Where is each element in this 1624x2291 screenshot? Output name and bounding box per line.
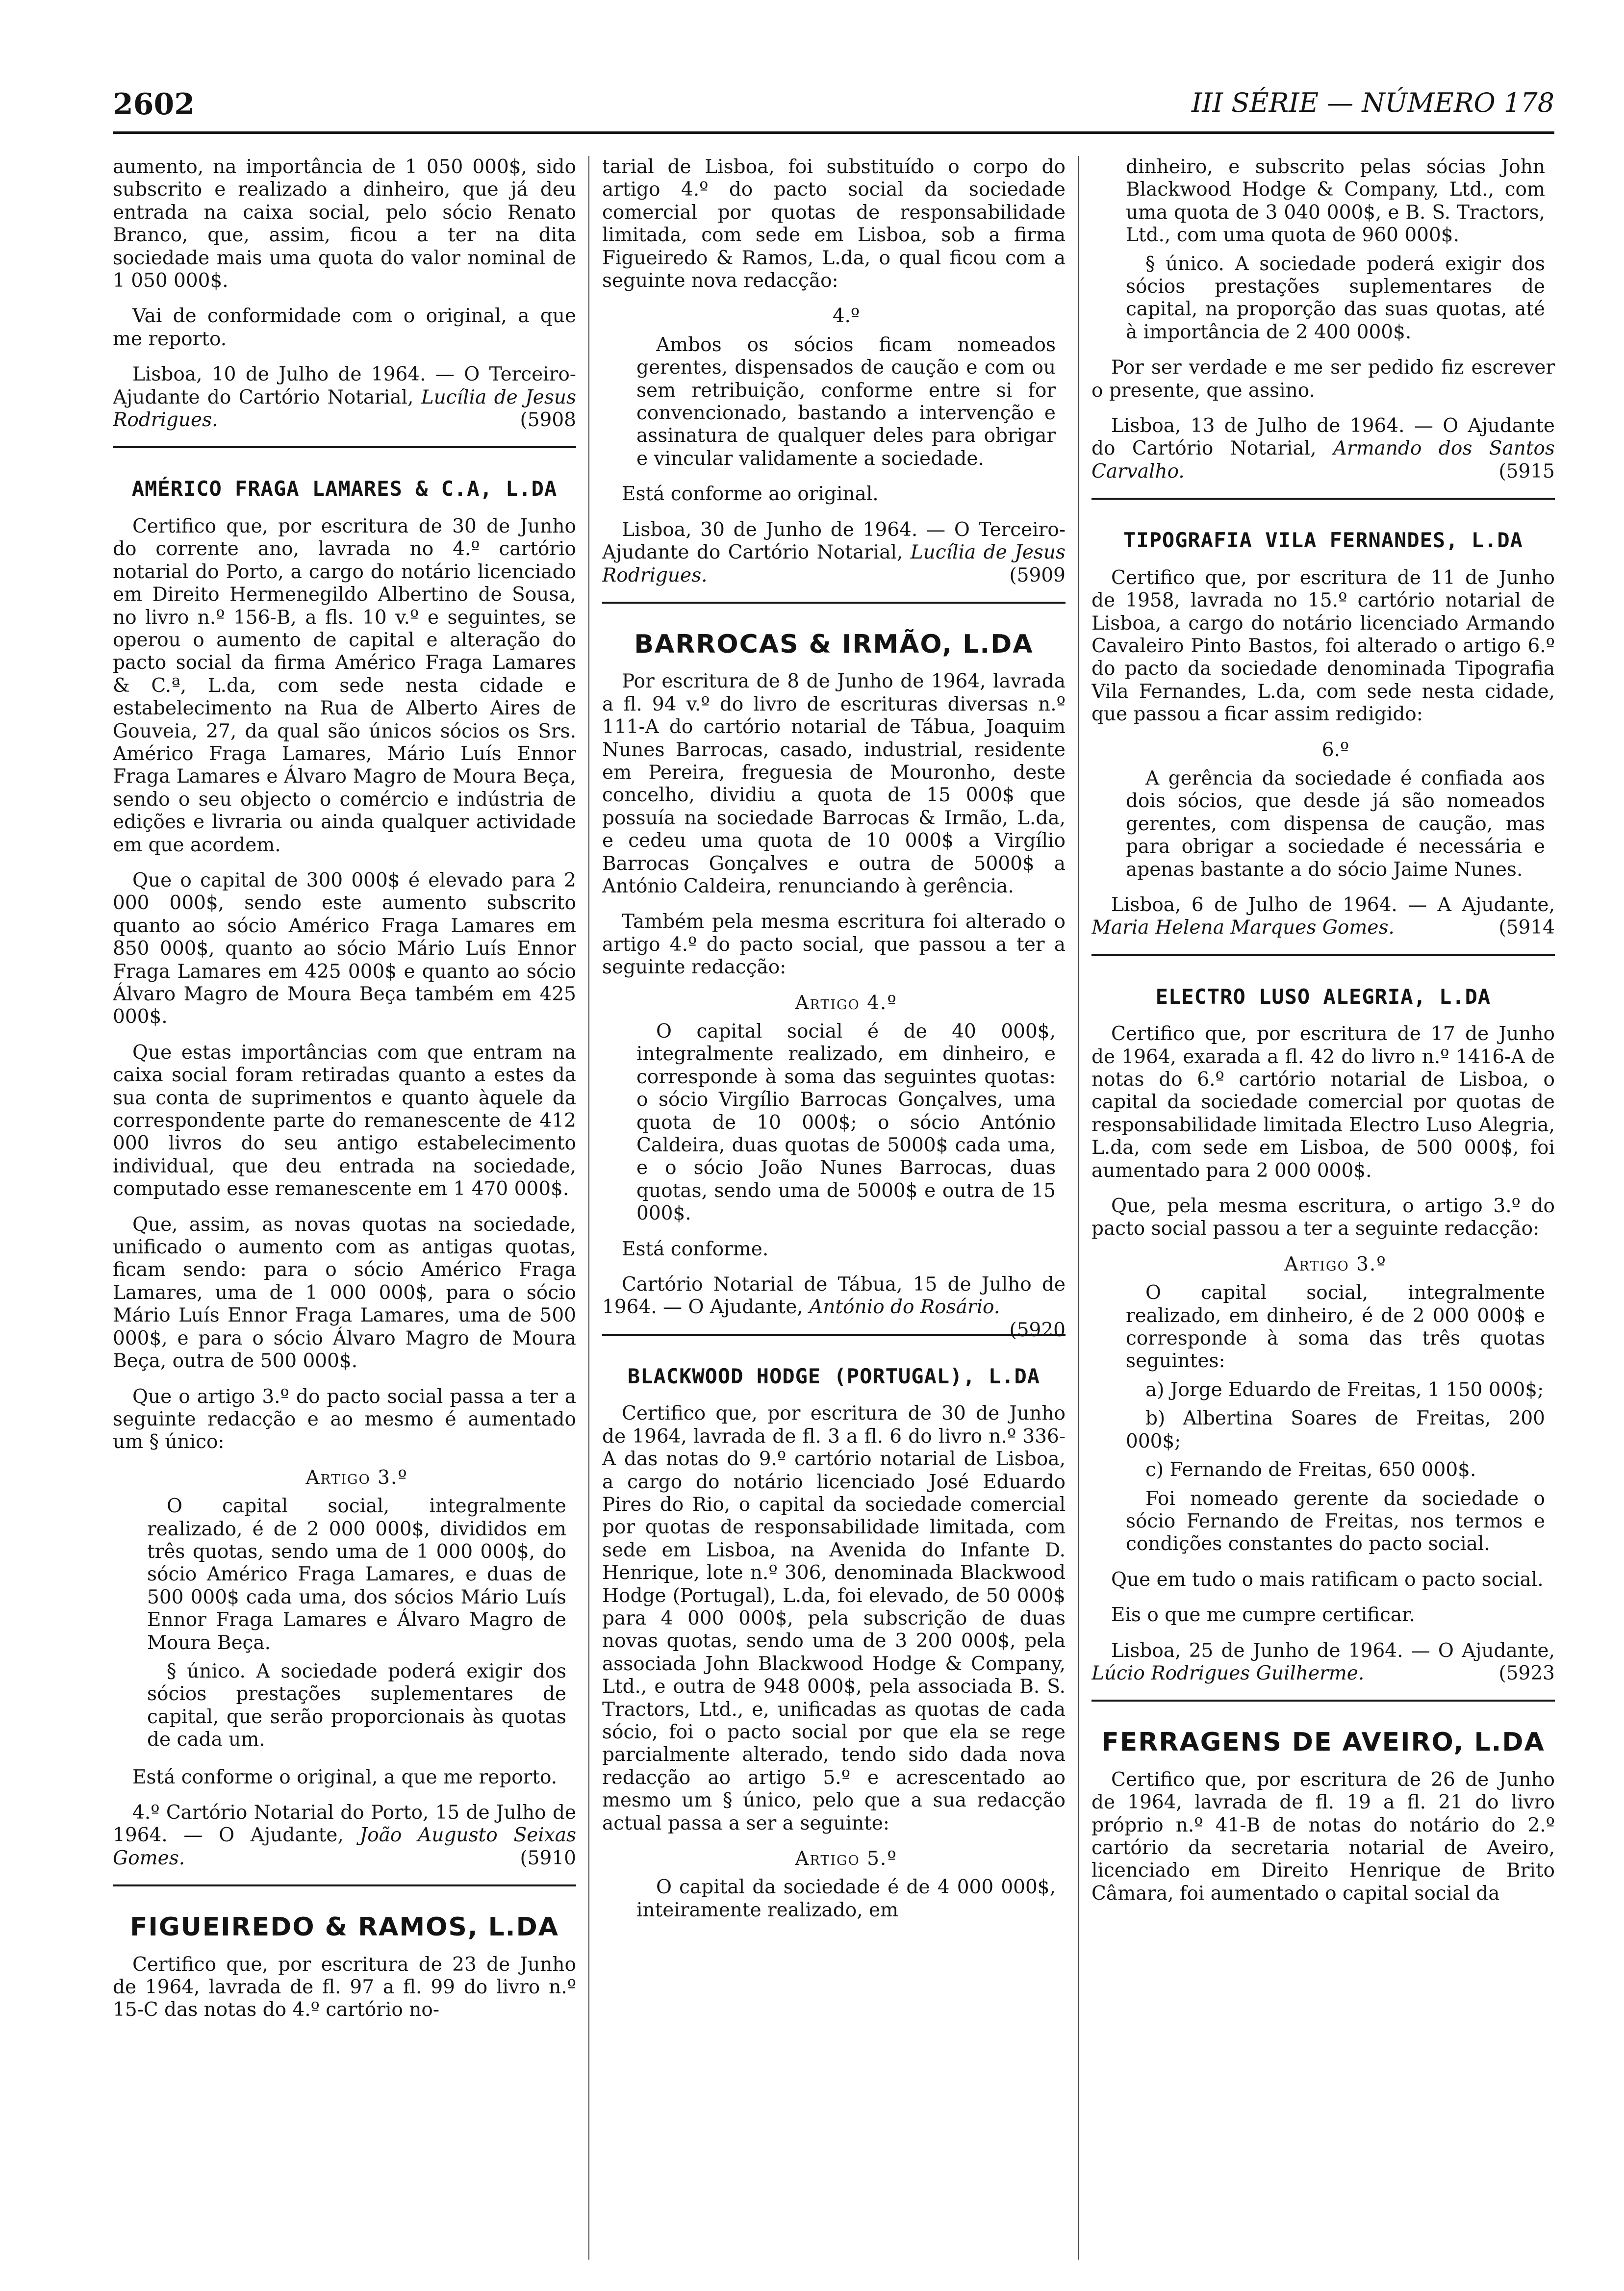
section-divider: [602, 602, 1066, 604]
article-block: [1126, 739, 1545, 881]
reference-number: (5908: [520, 409, 576, 432]
article-block: [1126, 1253, 1545, 1556]
reference-number: (5909: [1009, 564, 1066, 586]
signatory-name: António do Rosário.: [809, 1296, 1000, 1319]
reference-number: (5915: [1498, 460, 1555, 483]
article-paragraph: A gerência da sociedade é confiada aos dois sócios, que desde já são nomeados gerentes, com dispensa de caução, mas para obrigar a sociedade é necessária e apenas bastante a do sócio Jaime Nunes.: [1126, 767, 1545, 881]
signature-text: Lisboa, 6 de Julho de 1964. — A Ajudante,: [1111, 893, 1555, 916]
paragraph: Certifico que, por escritura de 11 de Junho de 1958, lavrada no 15.º cartório notarial de Lisboa, a cargo do notário licenciado Armando Cavaleiro Pinto Bastos, foi alterado o artigo 6.º do pacto da sociedade denominada Tipografia Vila Fernandes, L.da, com sede nesta cidade, que passou a ficar assim redigido:: [1091, 566, 1555, 726]
article-paragraph: § único. A sociedade poderá exigir dos sócios prestações suplementares de capital, na proporção das suas quotas, até à importância de 2 400 000$.: [1126, 253, 1545, 343]
paragraph: Certifico que, por escritura de 23 de Junho de 1964, lavrada de fl. 97 a fl. 99 do livro n.º 15-C das notas do 4.º cartório no-: [113, 1953, 576, 2021]
paragraph: aumento, na importância de 1 050 000$, sido subscrito e realizado a dinheiro, que já deu entrada na caixa social, pelo sócio Renato Branco, que, assim, ficou a ter na dita sociedade mais uma quota do valor nominal de 1 050 000$.: [113, 156, 576, 292]
article-block: [636, 992, 1056, 1225]
article-block: [147, 1467, 566, 1752]
reference-number: (5914: [1498, 916, 1555, 939]
signatory-name: Armando dos Santos Carvalho.: [1091, 437, 1555, 483]
article-paragraph: Ambos os sócios ficam nomeados gerentes, dispensados de caução e com ou sem retribuição, conforme entre si for convencionado, bastando a intervenção e assinatura de qualquer deles para obrigar e vincular validamente a sociedade.: [636, 333, 1056, 470]
paragraph: tarial de Lisboa, foi substituído o corpo do artigo 4.º do pacto social da sociedade comercial por quotas de responsabilidade limitada, com sede em Lisboa, sob a firma Figueiredo & Ramos, L.da, o qual ficou com a seguinte nova redacção:: [602, 156, 1066, 292]
signature-text: Lisboa, 13 de Julho de 1964. — O Ajudante do Cartório Notarial,: [1091, 415, 1555, 460]
signature-line: [602, 519, 1066, 587]
article-heading: Artigo 4.º: [795, 992, 897, 1014]
notice-title: BLACKWOOD HODGE (PORTUGAL), L.DA: [627, 1364, 1040, 1388]
reference-number: (5920: [1009, 1319, 1066, 1341]
notice-title: ELECTRO LUSO ALEGRIA, L.DA: [1155, 984, 1491, 1009]
signature-line: [1091, 415, 1555, 483]
paragraph: Está conforme ao original.: [622, 483, 879, 506]
paragraph: Está conforme.: [622, 1238, 769, 1260]
notice-title: FIGUEIREDO & RAMOS, L.DA: [130, 1912, 559, 1942]
section-divider: [1091, 498, 1555, 500]
signature-text: Cartório Notarial de Tábua, 15 de Julho de 1964. — O Ajudante,: [602, 1273, 1066, 1319]
article-paragraph: O capital social é de 40 000$, integralmente realizado, em dinheiro, e corresponde à soma das seguintes quotas: o sócio Virgílio Barrocas Gonçalves, uma quota de 10 000$; o sócio António Caldeira, duas quotas de 5000$ cada uma, e o sócio João Nunes Barrocas, duas quotas, sendo uma de 5000$ e outra de 15 000$.: [636, 1020, 1056, 1225]
paragraph: Que em tudo o mais ratificam o pacto social.: [1111, 1568, 1544, 1591]
signature-text: Lisboa, 10 de Julho de 1964. — O Terceiro-Ajudante do Cartório Notarial,: [113, 363, 576, 408]
article-heading: 4.º: [832, 305, 860, 328]
article-paragraph: § único. A sociedade poderá exigir dos sócios prestações suplementares de capital, que serão proporcionais às quotas de cada um.: [147, 1660, 566, 1751]
column-divider: [588, 156, 589, 2260]
paragraph: Está conforme o original, a que me reporto.: [132, 1766, 558, 1788]
article-list-item: c) Fernando de Freitas, 650 000$.: [1145, 1459, 1476, 1481]
paragraph: Que, assim, as novas quotas na sociedade, unificado o aumento com as antigas quotas, ficam sendo: para o sócio Américo Fraga Lamares, uma de 1 000 000$, para o sócio Mário Luís Ennor Fraga Lamares, uma de 500 000$, e para o sócio Álvaro Magro de Moura Beça, outra de 500 000$.: [113, 1213, 576, 1373]
column-3: [1091, 156, 1555, 2265]
article-heading: 6.º: [1321, 738, 1349, 761]
article-block: [1126, 156, 1545, 344]
paragraph: Por ser verdade e me ser pedido fiz escrever o presente, que assino.: [1091, 356, 1555, 402]
article-paragraph: O capital social, integralmente realizado, em dinheiro, é de 2 000 000$ e corresponde à soma das três quotas seguintes:: [1126, 1282, 1545, 1373]
signatory-name: Lucília de Jesus Rodrigues.: [113, 386, 576, 432]
article-paragraph: O capital da sociedade é de 4 000 000$, inteiramente realizado, em: [636, 1876, 1056, 1921]
paragraph: Certifico que, por escritura de 26 de Junho de 1964, lavrada de fl. 19 a fl. 21 do livro próprio n.º 41-B de notas do notário do 2.º cartório da secretaria notarial de Aveiro, licenciado em Direito Henrique de Brito Câmara, foi aumentado o capital social da: [1091, 1768, 1555, 1905]
column-1: [113, 156, 576, 2265]
article-block: [636, 1848, 1056, 1922]
signature-text: Lisboa, 25 de Junho de 1964. — O Ajudante,: [1111, 1639, 1555, 1662]
paragraph: Vai de conformidade com o original, a que me reporto.: [113, 305, 576, 350]
article-list-item: a) Jorge Eduardo de Freitas, 1 150 000$;: [1145, 1378, 1544, 1401]
signature-text: 4.º Cartório Notarial do Porto, 15 de Julho de 1964. — O Ajudante,: [113, 1802, 576, 1847]
paragraph: Que o capital de 300 000$ é elevado para 2 000 000$, sendo este aumento subscrito quanto ao sócio Américo Fraga Lamares em 850 000$, quanto ao sócio Mário Luís Ennor Fraga Lamares em 425 000$ e quanto ao sócio Álvaro Magro de Moura Beça também em 425 000$.: [113, 869, 576, 1028]
signature-line: [113, 1802, 576, 1870]
section-divider: [1091, 954, 1555, 956]
signatory-name: Maria Helena Marques Gomes.: [1091, 916, 1395, 939]
article-paragraph: dinheiro, e subscrito pelas sócias John Blackwood Hodge & Company, Ltd., com uma quota de 3 040 000$, e B. S. Tractors, Ltd., com uma quota de 960 000$.: [1126, 156, 1545, 247]
paragraph: Certifico que, por escritura de 30 de Junho de 1964, lavrada de fl. 3 a fl. 6 do livro n.º 336-A das notas do 9.º cartório notarial de Lisboa, a cargo do notário licenciado José Eduardo Pires do Rio, o capital da sociedade comercial por quotas de responsabilidade limitada, com sede em Lisboa, na Avenida do Infante D. Henrique, lote n.º 306, denominada Blackwood Hodge (Portugal), L.da, foi elevado, de 50 000$ para 4 000 000$, pela subscrição de duas novas quotas, sendo uma de 3 200 000$, pela associada John Blackwood Hodge & Company, Ltd., e outra de 948 000$, pela associada B. S. Tractors, Ltd., e, unificadas as quotas de cada sócio, foi o pacto social por que ela se rege parcialmente alterado, tendo sido dada nova redacção ao artigo 5.º e acrescentado ao mesmo um § único, pelo que a sua redacção actual passa a ser a seguinte:: [602, 1402, 1066, 1834]
column-2: [602, 156, 1066, 2265]
reference-number: (5923: [1498, 1662, 1555, 1684]
paragraph: Que o artigo 3.º do pacto social passa a ter a seguinte redacção e ao mesmo é aumentado um § único:: [113, 1385, 576, 1453]
signature-line: [1091, 1640, 1555, 1685]
signature-line: [113, 363, 576, 432]
signature-line: [1091, 894, 1555, 940]
notice-title: FERRAGENS DE AVEIRO, L.DA: [1101, 1728, 1545, 1757]
paragraph: Por escritura de 8 de Junho de 1964, lavrada a fl. 94 v.º do livro de escrituras diversas n.º 111-A do cartório notarial de Tábua, Joaquim Nunes Barrocas, casado, industrial, residente em Pereira, freguesia de Mouronho, deste concelho, dividiu a quota de 15 000$ que possuía na sociedade Barrocas & Irmão, L.da, e cedeu uma quota de 10 000$ a Virgílio Barrocas Gonçalves e outra de 5000$ a António Caldeira, renunciando à gerência.: [602, 670, 1066, 897]
section-divider: [113, 1884, 576, 1886]
notice-title: TIPOGRAFIA VILA FERNANDES, L.DA: [1123, 528, 1523, 553]
paragraph: Certifico que, por escritura de 30 de Junho do corrente ano, lavrada no 4.º cartório notarial do Porto, a cargo do notário licenciado em Direito Hermenegildo Albertino de Sousa, no livro n.º 156-B, a fls. 10 v.º e seguintes, se operou o aumento de capital e alteração do pacto social da firma Américo Fraga Lamares & C.ª, L.da, com sede nesta cidade e estabelecimento na Rua de Alberto Aires de Gouveia, 27, da qual são únicos sócios os Srs. Américo Fraga Lamares, Mário Luís Ennor Fraga Lamares e Álvaro Magro de Moura Beça, sendo o seu objecto o comércio e indústria de edições e livraria ou ainda qualquer actividade em que acordem.: [113, 515, 576, 856]
paragraph: Que estas importâncias com que entram na caixa social foram retiradas quanto a estes da sua conta de suprimentos e quanto àquele da correspondente parte do remanescente de 412 000 livros do seu antigo estabelecimento individual, que deu entrada na sociedade, computado esse remanescente em 1 470 000$.: [113, 1041, 576, 1200]
page-header: [113, 87, 1554, 127]
article-block: [636, 305, 1056, 470]
article-heading: Artigo 5.º: [795, 1848, 897, 1870]
signature-text: Lisboa, 30 de Junho de 1964. — O Terceiro-Ajudante do Cartório Notarial,: [602, 518, 1066, 564]
reference-number: (5910: [520, 1847, 576, 1869]
column-divider: [1078, 156, 1079, 2260]
paragraph: Que, pela mesma escritura, o artigo 3.º do pacto social passou a ter a seguinte redacção:: [1091, 1195, 1555, 1240]
article-heading: Artigo 3.º: [1284, 1253, 1387, 1275]
paragraph: Também pela mesma escritura foi alterado o artigo 4.º do pacto social, que passou a ter a seguinte redacção:: [602, 911, 1066, 979]
article-paragraph: O capital social, integralmente realizado, é de 2 000 000$, divididos em três quotas, sendo uma de 1 000 000$, do sócio Américo Fraga Lamares, e duas de 500 000$ cada uma, dos sócios Mário Luís Ennor Fraga Lamares e Álvaro Magro de Moura Beça.: [147, 1495, 566, 1654]
series-title: III SÉRIE — NÚMERO 178: [1192, 87, 1554, 118]
header-rule: [113, 131, 1554, 134]
page-number: 2602: [113, 87, 195, 122]
article-heading: Artigo 3.º: [305, 1466, 408, 1489]
paragraph: Eis o que me cumpre certificar.: [1111, 1604, 1415, 1627]
signature-line: [602, 1273, 1066, 1341]
notice-title: BARROCAS & IRMÃO, L.DA: [634, 629, 1034, 659]
signatory-name: João Augusto Seixas Gomes.: [113, 1824, 576, 1869]
article-list-item: b) Albertina Soares de Freitas, 200 000$;: [1126, 1407, 1545, 1452]
notice-title: AMÉRICO FRAGA LAMARES & C.A, L.DA: [131, 477, 558, 501]
article-paragraph: Foi nomeado gerente da sociedade o sócio Fernando de Freitas, nos termos e condições constantes do pacto social.: [1126, 1487, 1545, 1555]
signatory-name: Lucília de Jesus Rodrigues.: [602, 541, 1066, 586]
section-divider: [113, 446, 576, 448]
signatory-name: Lúcio Rodrigues Guilherme.: [1091, 1662, 1365, 1684]
section-divider: [1091, 1700, 1555, 1702]
paragraph: Certifico que, por escritura de 17 de Junho de 1964, exarada a fl. 42 do livro n.º 1416-A de notas do 6.º cartório notarial de Lisboa, o capital da sociedade comercial por quotas de responsabilidade limitada Electro Luso Alegria, L.da, com sede em Lisboa, de 500 000$, foi aumentado para 2 000 000$.: [1091, 1023, 1555, 1182]
